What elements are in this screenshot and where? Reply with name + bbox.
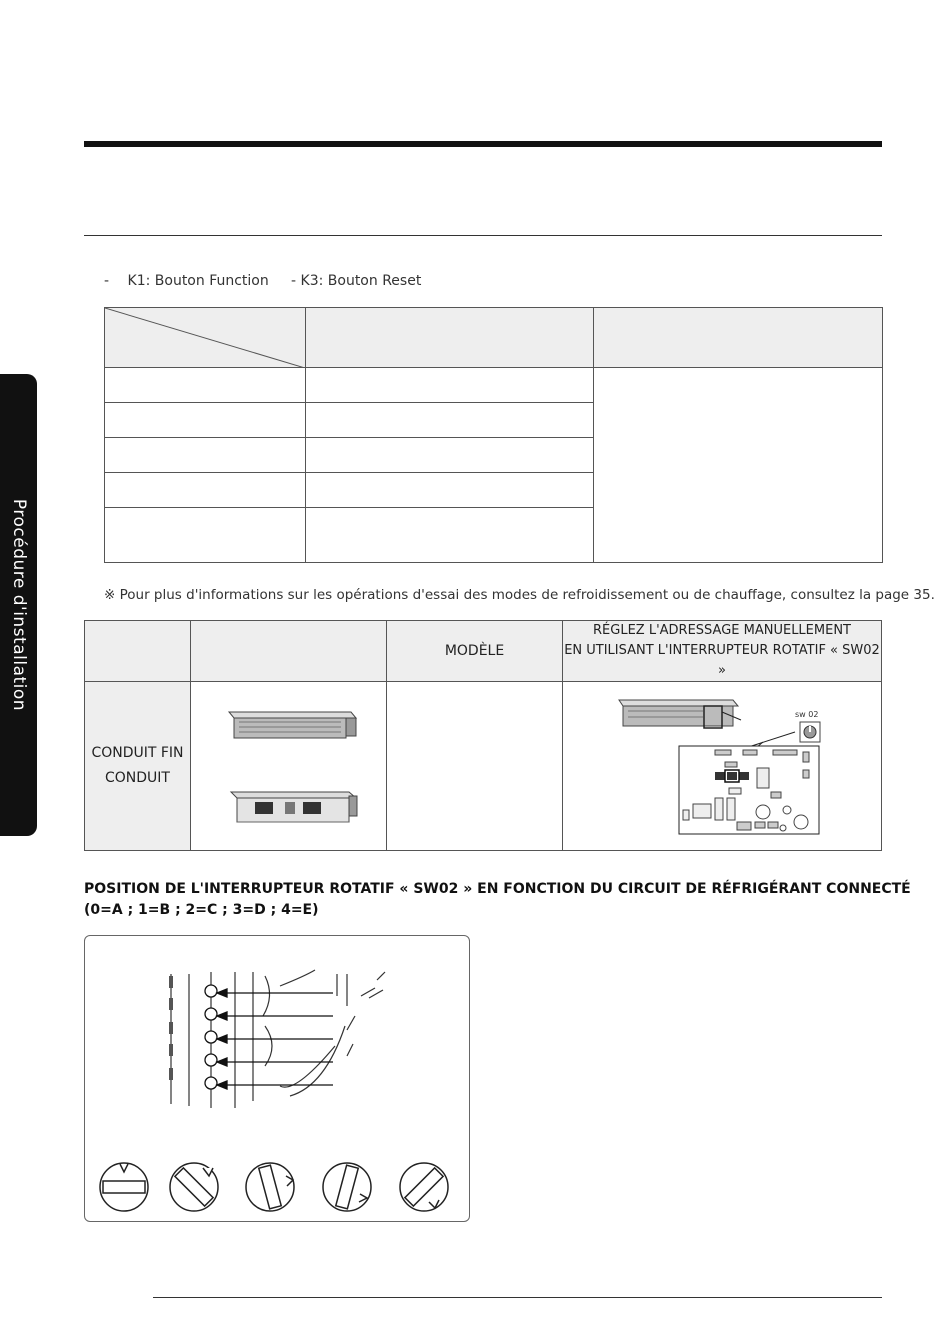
buttons-note (104, 273, 421, 289)
pcb-diagram-cell (563, 682, 882, 851)
diagonal-header-cell (105, 308, 306, 368)
table-cell (306, 508, 594, 563)
pcb-switch-diagram (563, 682, 881, 850)
duct-unit-images (191, 682, 386, 850)
header-cell (191, 621, 387, 682)
switch-position-d (323, 1163, 371, 1211)
table-cell (306, 438, 594, 473)
table-row (105, 368, 883, 403)
model-header: MODÈLE (387, 621, 563, 682)
model-cell (387, 682, 563, 851)
rotary-switch-positions (100, 1163, 448, 1211)
table-cell (306, 473, 594, 508)
footnote: ※ Pour plus d'informations sur les opérations d'essai des modes de refroidissement ou de chauffage, consultez la page 35. (104, 587, 935, 603)
merged-cell (594, 368, 883, 563)
model-table-row (85, 682, 882, 851)
table-cell (105, 438, 306, 473)
sidebar-section-tab (0, 374, 37, 836)
table-cell (306, 368, 594, 403)
top-heavy-rule (84, 141, 882, 147)
diagonal-line (105, 308, 305, 368)
unit-type-line2: CONDUIT (105, 770, 170, 786)
k3-note: - K3: Bouton Reset (291, 273, 422, 289)
note-dash: - (104, 273, 110, 289)
table-cell (105, 508, 306, 563)
sidebar-section-label: Procédure d'installation (8, 498, 29, 712)
header-cell (306, 308, 594, 368)
table-header-row (105, 308, 883, 368)
switch-position-a (100, 1163, 148, 1211)
switch-position-e (400, 1163, 448, 1211)
table-cell (105, 403, 306, 438)
model-table-header-row (85, 621, 882, 682)
rotary-header-line1: RÉGLEZ L'ADRESSAGE MANUELLEMENT (593, 623, 851, 638)
duct-unit-image (231, 792, 357, 822)
table-cell (105, 473, 306, 508)
unit-type-cell (85, 682, 191, 851)
table-cell (105, 368, 306, 403)
refrigerant-circuit-diagram (85, 936, 469, 1221)
rotary-header-line2: EN UTILISANT L'INTERRUPTEUR ROTATIF « SW02 » (564, 643, 880, 678)
footer-rule (153, 1297, 882, 1298)
switch-position-c (246, 1163, 294, 1211)
header-cell (85, 621, 191, 682)
switch-label: sw 02 (795, 710, 819, 719)
position-heading-line2: (0=A ; 1=B ; 2=C ; 3=D ; 4=E) (84, 902, 319, 918)
model-table (84, 620, 882, 851)
unit-images-cell (191, 682, 387, 851)
rotary-header (563, 621, 882, 682)
slim-duct-unit-image (229, 712, 356, 738)
header-cell (594, 308, 883, 368)
position-heading-line1: POSITION DE L'INTERRUPTEUR ROTATIF « SW02 » EN FONCTION DU CIRCUIT DE RÉFRIGÉRANT CONNECTÉ (84, 881, 911, 897)
settings-table (104, 307, 883, 563)
unit-type-line1: CONDUIT FIN (91, 745, 184, 761)
position-heading (84, 879, 911, 921)
switch-position-b (170, 1163, 218, 1211)
rotary-position-diagram (84, 935, 470, 1222)
section-rule (84, 235, 882, 236)
table-cell (306, 403, 594, 438)
k1-note: K1: Bouton Function (127, 273, 269, 289)
